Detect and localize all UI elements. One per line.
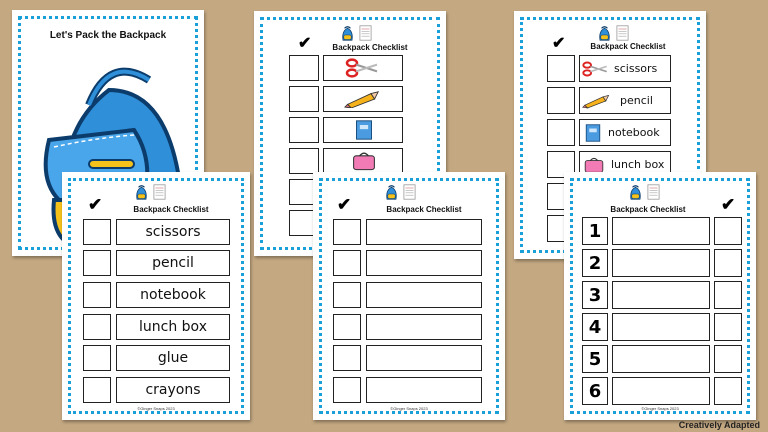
check-box xyxy=(333,377,361,403)
backpack-icon xyxy=(340,25,355,42)
scissors-icon xyxy=(582,60,608,78)
notebook-icon xyxy=(584,123,602,143)
check-box xyxy=(83,219,111,245)
item-label: lunch box xyxy=(611,158,665,171)
header-icons xyxy=(384,184,416,201)
check-box xyxy=(333,345,361,371)
copyright: ©Ginger Snaps 2023 xyxy=(137,406,175,411)
item-word-box: notebook xyxy=(116,282,230,308)
backpack-icon xyxy=(628,184,643,201)
header-icons xyxy=(134,184,166,201)
check-box xyxy=(333,314,361,340)
lunchbox-icon xyxy=(351,150,377,172)
paper-icon xyxy=(153,184,166,200)
number-box: 6 xyxy=(582,377,608,405)
checklist-title: Backpack Checklist xyxy=(610,205,686,214)
copyright: ©Ginger Snaps 2023 xyxy=(390,406,428,411)
paper-icon xyxy=(359,25,372,41)
item-picture-box xyxy=(323,148,403,174)
number-box: 4 xyxy=(582,313,608,341)
item-blank-box xyxy=(612,281,710,309)
number-box: 2 xyxy=(582,249,608,277)
check-box xyxy=(289,55,319,81)
check-box xyxy=(547,87,575,114)
pencil-icon xyxy=(582,93,610,109)
check-box xyxy=(714,377,742,405)
check-mark-icon: ✔ xyxy=(721,195,736,214)
check-mark-icon: ✔ xyxy=(298,35,312,52)
check-box xyxy=(83,282,111,308)
checklist-title: Backpack Checklist xyxy=(590,42,666,51)
item-word-box: scissors xyxy=(116,219,230,245)
check-box xyxy=(289,148,319,174)
watermark: Creatively Adapted xyxy=(678,420,760,430)
check-box xyxy=(714,217,742,245)
check-box xyxy=(714,281,742,309)
notebook-icon xyxy=(354,119,374,141)
header-icons xyxy=(597,25,629,42)
item-blank-box xyxy=(366,345,482,371)
check-box xyxy=(289,86,319,112)
check-box xyxy=(83,250,111,276)
number-box: 5 xyxy=(582,345,608,373)
item-label: scissors xyxy=(614,62,658,75)
item-blank-box xyxy=(366,314,482,340)
check-box xyxy=(83,377,111,403)
item-blank-box xyxy=(612,217,710,245)
checklist-card-words xyxy=(62,172,250,420)
item-picture-box xyxy=(323,86,403,112)
check-box xyxy=(83,345,111,371)
check-box xyxy=(333,250,361,276)
backpack-icon xyxy=(384,184,399,201)
checklist-title: Backpack Checklist xyxy=(386,205,462,214)
item-label: pencil xyxy=(620,94,653,107)
item-blank-box xyxy=(366,377,482,403)
item-word-box: glue xyxy=(116,345,230,371)
item-blank-box xyxy=(612,249,710,277)
check-box xyxy=(547,55,575,82)
item-label: notebook xyxy=(608,126,660,139)
item-picture-word xyxy=(579,87,671,114)
item-word-box: crayons xyxy=(116,377,230,403)
backpack-icon xyxy=(597,25,612,42)
number-box: 1 xyxy=(582,217,608,245)
checklist-title: Backpack Checklist xyxy=(332,43,408,52)
pencil-icon xyxy=(344,90,380,108)
header-icons xyxy=(628,184,660,201)
item-blank-box xyxy=(612,377,710,405)
item-blank-box xyxy=(612,313,710,341)
copyright: ©Ginger Snaps 2023 xyxy=(641,406,679,411)
checklist-card-blank xyxy=(313,172,505,420)
check-box xyxy=(333,282,361,308)
item-blank-box xyxy=(612,345,710,373)
check-box xyxy=(547,119,575,146)
check-mark-icon: ✔ xyxy=(88,195,103,214)
item-blank-box xyxy=(366,219,482,245)
check-box xyxy=(289,117,319,143)
check-box xyxy=(714,313,742,341)
checklist-card-numbered xyxy=(564,172,756,420)
item-picture-word xyxy=(579,119,671,146)
item-picture-box xyxy=(323,55,403,81)
item-picture-word xyxy=(579,55,671,82)
item-blank-box xyxy=(366,282,482,308)
item-picture-box xyxy=(323,117,403,143)
backpack-icon xyxy=(134,184,149,201)
paper-icon xyxy=(616,25,629,41)
check-box xyxy=(83,314,111,340)
check-mark-icon: ✔ xyxy=(552,35,566,52)
header-icons xyxy=(340,25,372,42)
cover-title: Let's Pack the Backpack xyxy=(49,30,167,41)
paper-icon xyxy=(403,184,416,200)
check-box xyxy=(333,219,361,245)
check-box xyxy=(714,249,742,277)
item-word-box: lunch box xyxy=(116,314,230,340)
checklist-title: Backpack Checklist xyxy=(133,205,209,214)
number-box: 3 xyxy=(582,281,608,309)
item-blank-box xyxy=(366,250,482,276)
scissors-icon xyxy=(344,58,380,78)
check-box xyxy=(714,345,742,373)
check-mark-icon: ✔ xyxy=(337,195,352,214)
paper-icon xyxy=(647,184,660,200)
item-word-box: pencil xyxy=(116,250,230,276)
